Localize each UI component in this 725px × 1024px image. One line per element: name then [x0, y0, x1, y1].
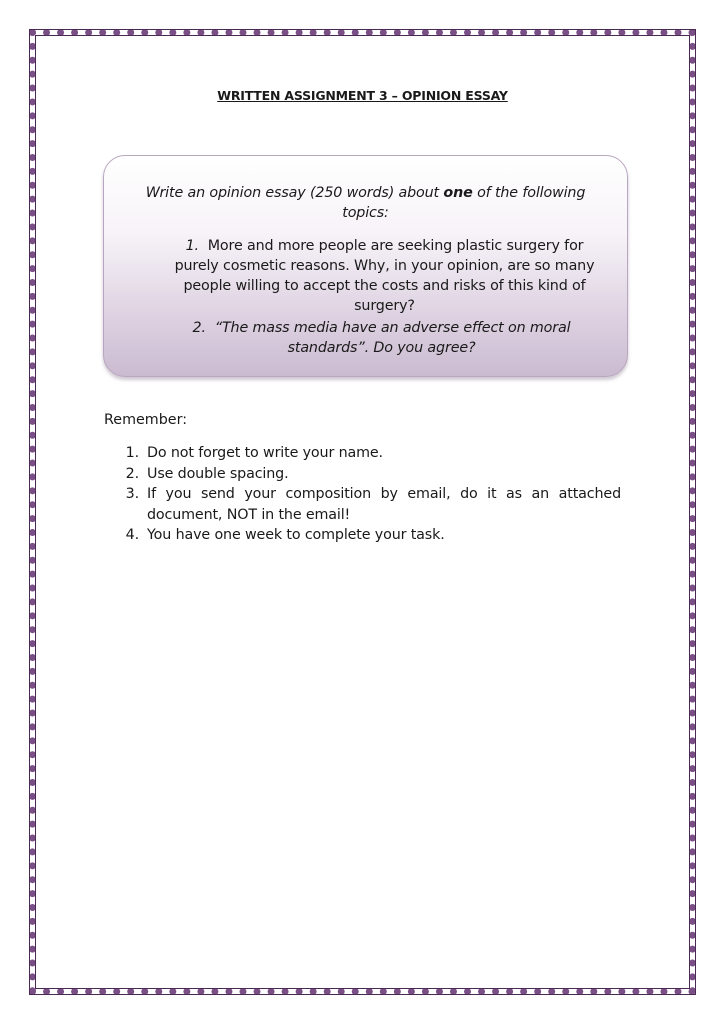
topic-box [103, 155, 628, 377]
topic-number: 1. [185, 238, 199, 254]
topic-intro-emphasis: one [443, 185, 473, 201]
topic-text: “The mass media have an adverse effect on moral standards”. Do you agree? [214, 320, 571, 356]
list-item-text: Do not forget to write your name. [147, 445, 383, 461]
list-item-number: 2. [125, 465, 139, 482]
list-item [104, 443, 621, 464]
list-item [104, 525, 621, 546]
topic-number: 2. [192, 320, 206, 336]
remember-heading: Remember: [104, 412, 188, 428]
list-item-text: Use double spacing. [147, 465, 289, 482]
topic-item [174, 318, 589, 358]
list-item-number: 4. [125, 527, 139, 543]
list-item-number: 3. [125, 486, 139, 502]
topic-intro-start: Write an opinion essay (250 words) about [145, 185, 444, 201]
topic-list [166, 236, 603, 360]
topic-intro-end: of the following topics: [342, 185, 586, 221]
list-item-text: You have one week to complete your task. [147, 527, 445, 543]
topic-text: More and more people are seeking plastic surgery for purely cosmetic reasons. Why, in your opinion, are so many people willing to accept the costs and risks of this kind of surgery? [174, 238, 595, 314]
list-item-number: 1. [125, 445, 139, 461]
list-item [104, 464, 621, 485]
list-item-text: If you send your composition by email, do it as an attached document, NOT in the email! [147, 486, 621, 523]
topic-item [166, 236, 603, 316]
list-item [104, 484, 621, 525]
topic-intro [134, 183, 597, 223]
reminder-list [104, 443, 621, 546]
page-title: WRITTEN ASSIGNMENT 3 – OPINION ESSAY [217, 88, 508, 103]
